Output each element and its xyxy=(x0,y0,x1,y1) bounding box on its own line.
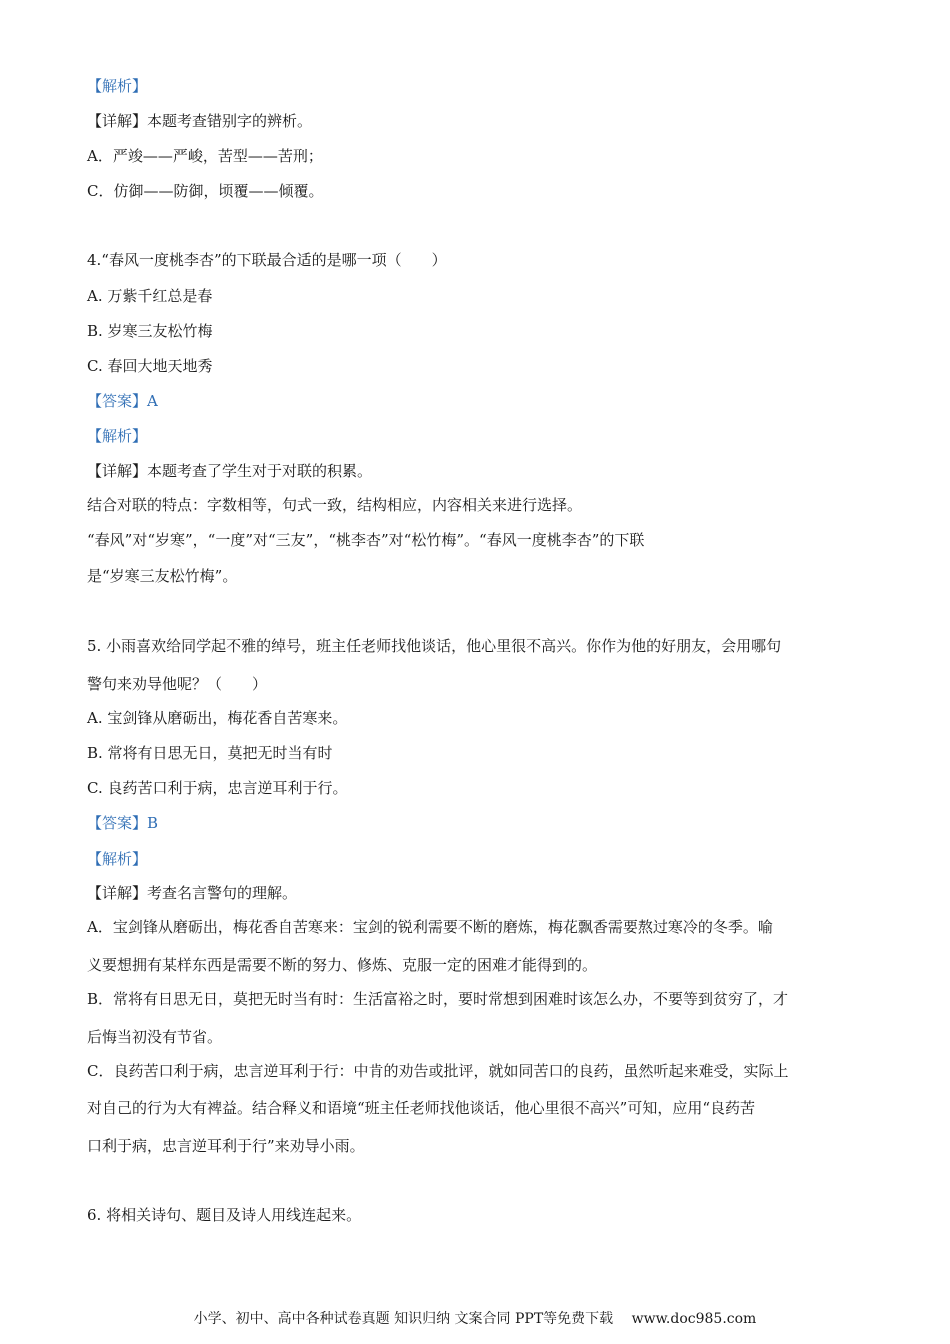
detail-text: 口利于病，忠言逆耳利于行”来劝导小雨。 xyxy=(87,1137,365,1155)
detail-text: 对自己的行为大有裨益。结合释义和语境“班主任老师找他谈话，他心里很不高兴”可知，应用“良药苦 xyxy=(87,1099,756,1117)
analysis-heading: 【解析】 xyxy=(87,77,148,95)
footer-link[interactable]: www.doc985.com xyxy=(631,1311,757,1327)
option-c: C. 良药苦口利于病，忠言逆耳利于行。 xyxy=(87,779,348,797)
detail-text: C．良药苦口利于病，忠言逆耳利于行：中肯的劝告或批评，就如同苦口的良药，虽然听起来难受，实际上 xyxy=(87,1062,789,1080)
option-c: C. 春回大地天地秀 xyxy=(87,357,213,375)
detail-text: C．仿御——防御，顷覆——倾覆。 xyxy=(87,182,324,200)
question-5: 警句来劝导他呢？（ ） xyxy=(87,675,268,693)
detail-text: 后悔当初没有节省。 xyxy=(87,1028,223,1046)
detail-text: B．常将有日思无日，莫把无时当有时：生活富裕之时，要时常想到困难时该怎么办，不要等到贫穷了，才 xyxy=(87,990,789,1008)
footer-text: 小学、初中、高中各种试卷真题 知识归纳 文案合同 PPT等免费下载 xyxy=(193,1311,614,1327)
detail-text: 【详解】本题考查错别字的辨析。 xyxy=(87,112,313,130)
answer-label: 【答案】A xyxy=(87,392,158,410)
detail-text: 结合对联的特点：字数相等，句式一致，结构相应，内容相关来进行选择。 xyxy=(87,496,583,514)
detail-text: “春风”对“岁寒”，“一度”对“三友”，“桃李杏”对“松竹梅”。“春风一度桃李杏”的下联 xyxy=(87,531,645,549)
option-b: B. 岁寒三友松竹梅 xyxy=(87,322,213,340)
detail-text: 义要想拥有某样东西是需要不断的努力、修炼、克服一定的困难才能得到的。 xyxy=(87,956,598,974)
detail-text: 【详解】本题考查了学生对于对联的积累。 xyxy=(87,462,373,480)
page-footer xyxy=(0,1308,950,1328)
option-a: A. 宝剑锋从磨砺出，梅花香自苦寒来。 xyxy=(87,709,348,727)
analysis-heading: 【解析】 xyxy=(87,427,148,445)
detail-text: A．严竣——严峻，苦型——苦刑； xyxy=(87,147,323,165)
question-4: 4.“春风一度桃李杏”的下联最合适的是哪一项（ ） xyxy=(87,251,447,269)
detail-text: 【详解】考查名言警句的理解。 xyxy=(87,884,298,902)
option-b: B. 常将有日思无日，莫把无时当有时 xyxy=(87,744,333,762)
detail-text: A．宝剑锋从磨砺出，梅花香自苦寒来：宝剑的锐利需要不断的磨炼，梅花飘香需要熬过寒冷的冬季。喻 xyxy=(87,918,773,936)
answer-label: 【答案】B xyxy=(87,814,159,832)
detail-text: 是“岁寒三友松竹梅”。 xyxy=(87,567,238,585)
question-5: 5. 小雨喜欢给同学起不雅的绰号，班主任老师找他谈话，他心里很不高兴。你作为他的好朋友，会用哪句 xyxy=(87,637,782,655)
question-6: 6. 将相关诗句、题目及诗人用线连起来。 xyxy=(87,1206,362,1224)
option-a: A. 万紫千红总是春 xyxy=(87,287,213,305)
analysis-heading: 【解析】 xyxy=(87,850,148,868)
